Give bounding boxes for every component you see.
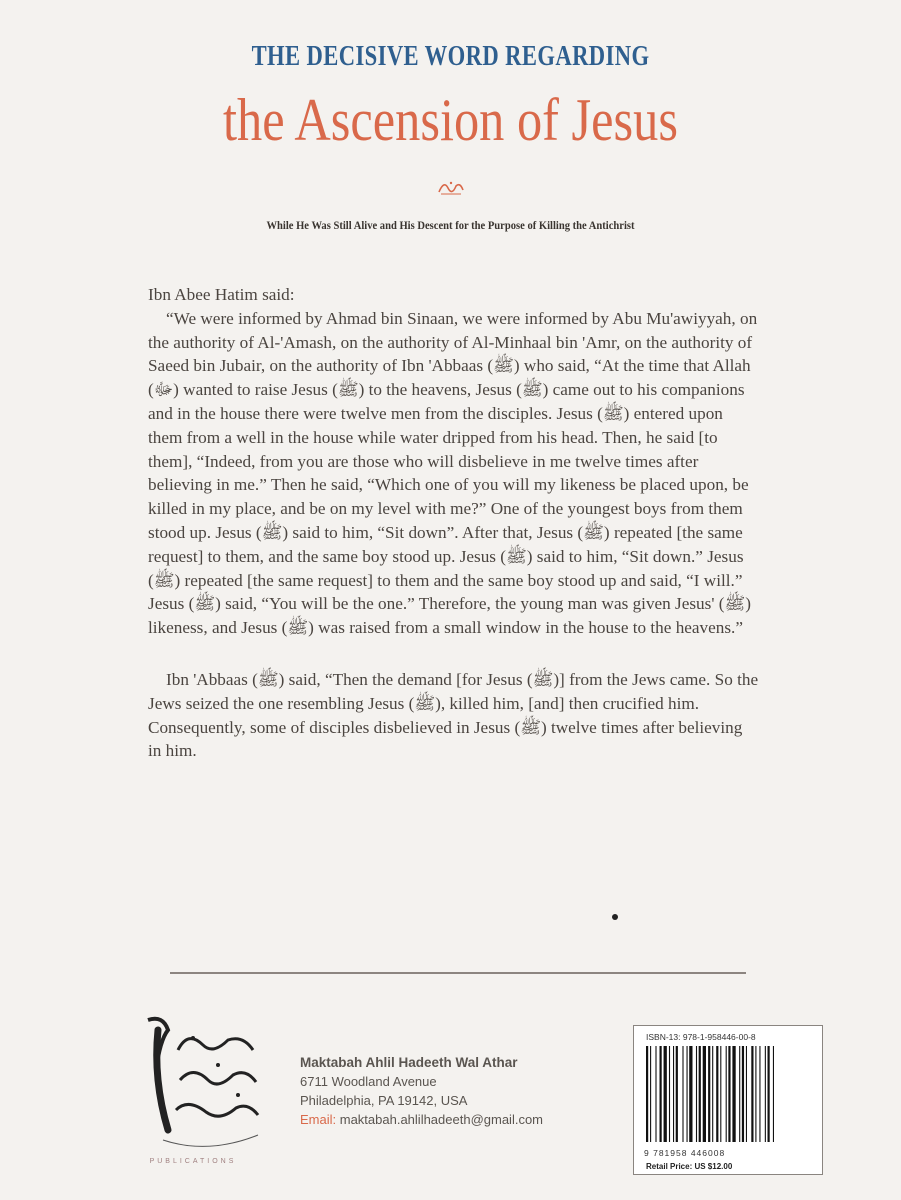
address-line-1: 6711 Woodland Avenue <box>300 1074 437 1089</box>
title-main-line: the Ascension of Jesus <box>223 87 678 153</box>
barcode-number: 9 781958 446008 <box>644 1148 726 1158</box>
divider-rule <box>170 972 746 974</box>
barcode-box <box>633 1025 823 1175</box>
body-text <box>148 283 760 763</box>
email-label: Email: <box>300 1112 337 1127</box>
publisher-name: Maktabah Ahlil Hadeeth Wal Athar <box>300 1055 518 1070</box>
publisher-info <box>300 1055 543 1129</box>
ink-dot <box>612 914 618 920</box>
isbn-text: ISBN-13: 978-1-958446-00-8 <box>646 1032 756 1042</box>
subtitle: While He Was Still Alive and His Descent for the Purpose of Killing the Antichrist <box>266 218 635 232</box>
paragraph-1: “We were informed by Ahmad bin Sinaan, we were informed by Abu Mu'awiyyah, on the authority of Al-'Amash, on the authority of Al-Minhaal bin 'Amr, on the authority of Saeed bin Jubair, on the authority of Ibn 'Abbaas (ﷺ) who said, “At the time that Allah (ﷻ) wanted to raise Jesus (ﷺ) to the heavens, Jesus (ﷺ) came out to his companions and in the house there were twelve men from the disciples. Jesus (ﷺ) entered upon them from a well in the house while water dripped from his head. Then, he said [to them], “Indeed, from you are those who will disbelieve in me twelve times after believing in me.” Then he said, “Which one of you will my likeness be placed upon, be killed in my place, and be on my level with me?” One of the youngest boys from them stood up. Jesus (ﷺ) said to him, “Sit down”. After that, Jesus (ﷺ) repeated [the same request] to them, and the same boy stood up. Jesus (ﷺ) said to him, “Sit down.” Jesus (ﷺ) repeated [the same request] to them and the same boy stood up and said, “I will.” Jesus (ﷺ) said, “You will be the one.” Therefore, the young man was given Jesus' (ﷺ) likeness, and Jesus (ﷺ) was raised from a small window in the house to the heavens.” <box>148 308 758 638</box>
title-top-line: THE DECISIVE WORD REGARDING <box>251 40 650 72</box>
barcode-icon <box>642 1046 816 1146</box>
address-line-2: Philadelphia, PA 19142, USA <box>300 1093 468 1108</box>
paragraph-2: Ibn 'Abbaas (ﷺ) said, “Then the demand [for Jesus (ﷺ)] from the Jews came. So the Jews seized the one resembling Jesus (ﷺ), killed him, [and] then crucified him. Consequently, some of disciples disbelieved in Jesus (ﷺ) twelve times after believing in him. <box>148 669 759 761</box>
retail-price: Retail Price: US $12.00 <box>646 1162 733 1171</box>
email-address[interactable]: maktabah.ahlilhadeeth@gmail.com <box>339 1112 544 1127</box>
publisher-logo-icon <box>118 1010 268 1170</box>
arabic-honorific-icon <box>436 178 466 196</box>
logo-caption: PUBLICATIONS <box>149 1158 237 1165</box>
email-line <box>300 1110 543 1129</box>
intro-line: Ibn Abee Hatim said: <box>148 285 295 304</box>
